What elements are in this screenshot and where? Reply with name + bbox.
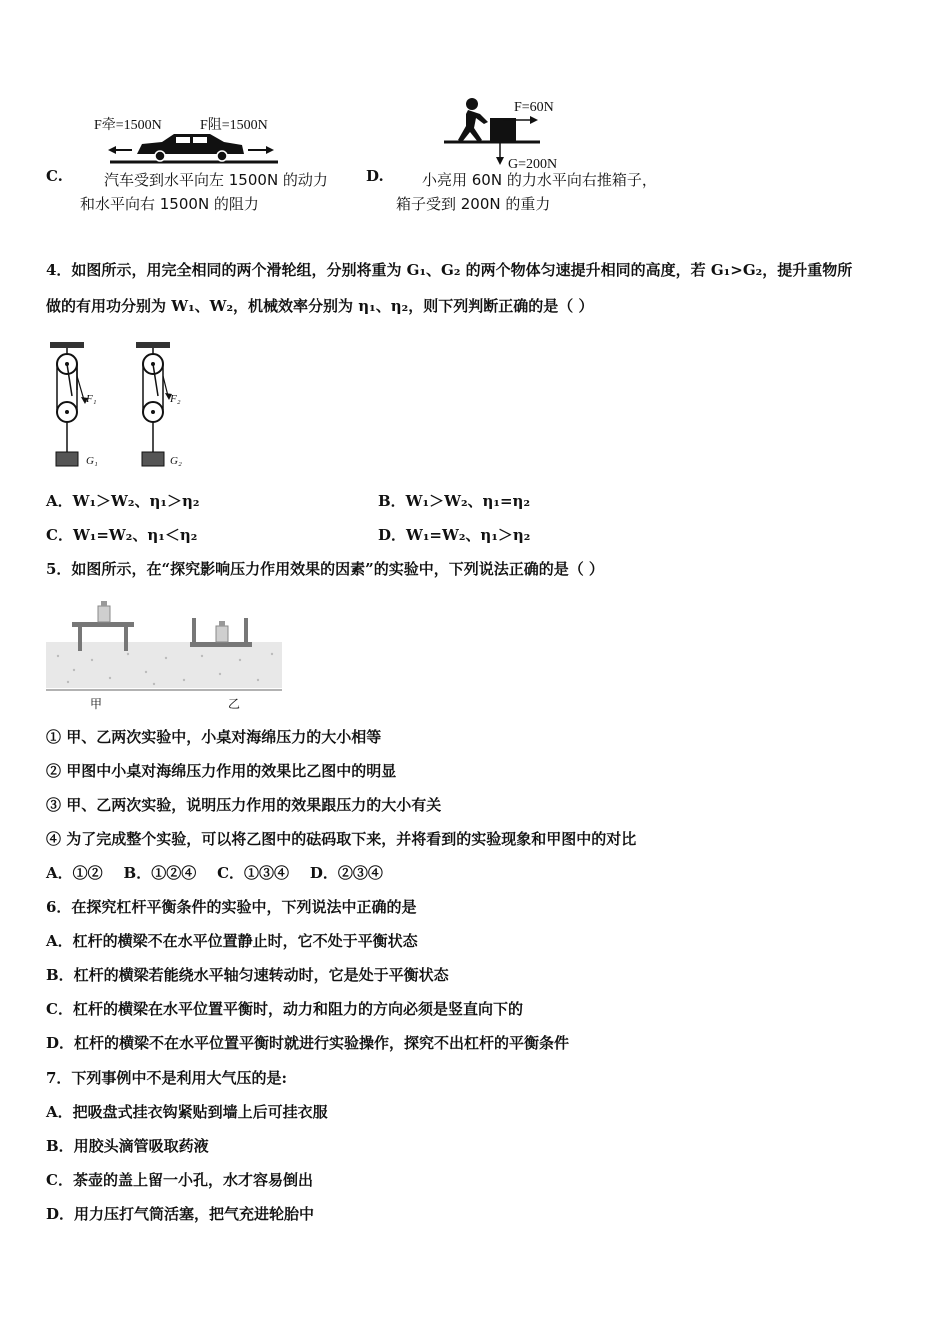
q7-option-d: D．用力压打气筒活塞，把气充进轮胎中 (46, 1205, 315, 1223)
q7-stem: 7．下列事例中不是利用大气压的是: (46, 1069, 287, 1087)
q3-option-c-caption-line2: 和水平向右 1500N 的阻力 (80, 195, 259, 213)
q5-statement-3: ③ 甲、乙两次实验，说明压力作用的效果跟压力的大小有关 (46, 796, 442, 814)
pressure-experiment-figure (44, 596, 284, 712)
q5-statement-2: ② 甲图中小桌对海绵压力作用的效果比乙图中的明显 (46, 762, 397, 780)
push-force-label: F=60N (514, 100, 554, 115)
q4-option-c: C．W₁=W₂、η₁＜η₂ (46, 526, 198, 544)
label-yi: 乙 (228, 697, 241, 711)
q5-statement-4: ④ 为了完成整个实验，可以将乙图中的砝码取下来，并将看到的实验现象和甲图中的对比 (46, 830, 637, 848)
g1-label: G₁ (86, 455, 98, 467)
q4-stem-line1: 4．如图所示，用完全相同的两个滑轮组，分别将重为 G₁、G₂ 的两个物体匀速提升相同的高度，若 G₁>G₂，提升重物所 (46, 261, 853, 279)
q4-stem-line2: 做的有用功分别为 W₁、W₂，机械效率分别为 η₁、η₂，则下列判断正确的是（ ） (46, 297, 594, 315)
q5-stem: 5．如图所示，在“探究影响压力作用效果的因素”的实验中，下列说法正确的是（ ） (46, 560, 604, 578)
q7-option-c: C．茶壶的盖上留一小孔，水才容易倒出 (46, 1171, 313, 1189)
g2-label: G₂ (170, 455, 182, 467)
q3-option-c-caption-line1: 汽车受到水平向左 1500N 的动力 (104, 171, 328, 189)
push-box-figure (440, 96, 580, 172)
q5-statement-1: ① 甲、乙两次实验中，小桌对海绵压力的大小相等 (46, 728, 382, 746)
q3-option-d-caption-line1: 小亮用 60N 的力水平向右推箱子， (422, 171, 657, 189)
f2-label: F₂ (170, 393, 181, 405)
pulley-systems-figure (44, 340, 194, 472)
resistance-force-label: F阻=1500N (200, 118, 268, 133)
q6-option-d: D．杠杆的横梁不在水平位置平衡时就进行实验操作，探究不出杠杆的平衡条件 (46, 1034, 570, 1052)
q4-option-d: D．W₁=W₂、η₁＞η₂ (378, 526, 531, 544)
car-forces-figure (92, 112, 292, 172)
q3-option-d-caption-line2: 箱子受到 200N 的重力 (396, 195, 551, 213)
label-jia: 甲 (90, 697, 103, 711)
traction-force-label: F牵=1500N (94, 118, 162, 133)
q6-option-c: C．杠杆的横梁在水平位置平衡时，动力和阻力的方向必须是竖直向下的 (46, 1000, 523, 1018)
q3-option-c-letter: C. (46, 167, 63, 185)
q7-option-a: A．把吸盘式挂衣钩紧贴到墙上后可挂衣服 (46, 1103, 328, 1121)
q4-option-b: B．W₁＞W₂、η₁=η₂ (378, 492, 531, 510)
q6-option-b: B．杠杆的横梁若能绕水平轴匀速转动时，它是处于平衡状态 (46, 966, 449, 984)
q6-stem: 6．在探究杠杆平衡条件的实验中，下列说法中正确的是 (46, 898, 417, 916)
q6-option-a: A．杠杆的横梁不在水平位置静止时，它不处于平衡状态 (46, 932, 418, 950)
q3-option-d-letter: D. (366, 167, 384, 185)
q7-option-b: B．用胶头滴管吸取药液 (46, 1137, 209, 1155)
f1-label: F₁ (86, 393, 97, 405)
q4-option-a: A．W₁＞W₂、η₁＞η₂ (46, 492, 200, 510)
gravity-label: G=200N (508, 157, 558, 172)
q5-options: A．①② B．①②④ C．①③④ D．②③④ (46, 864, 383, 882)
